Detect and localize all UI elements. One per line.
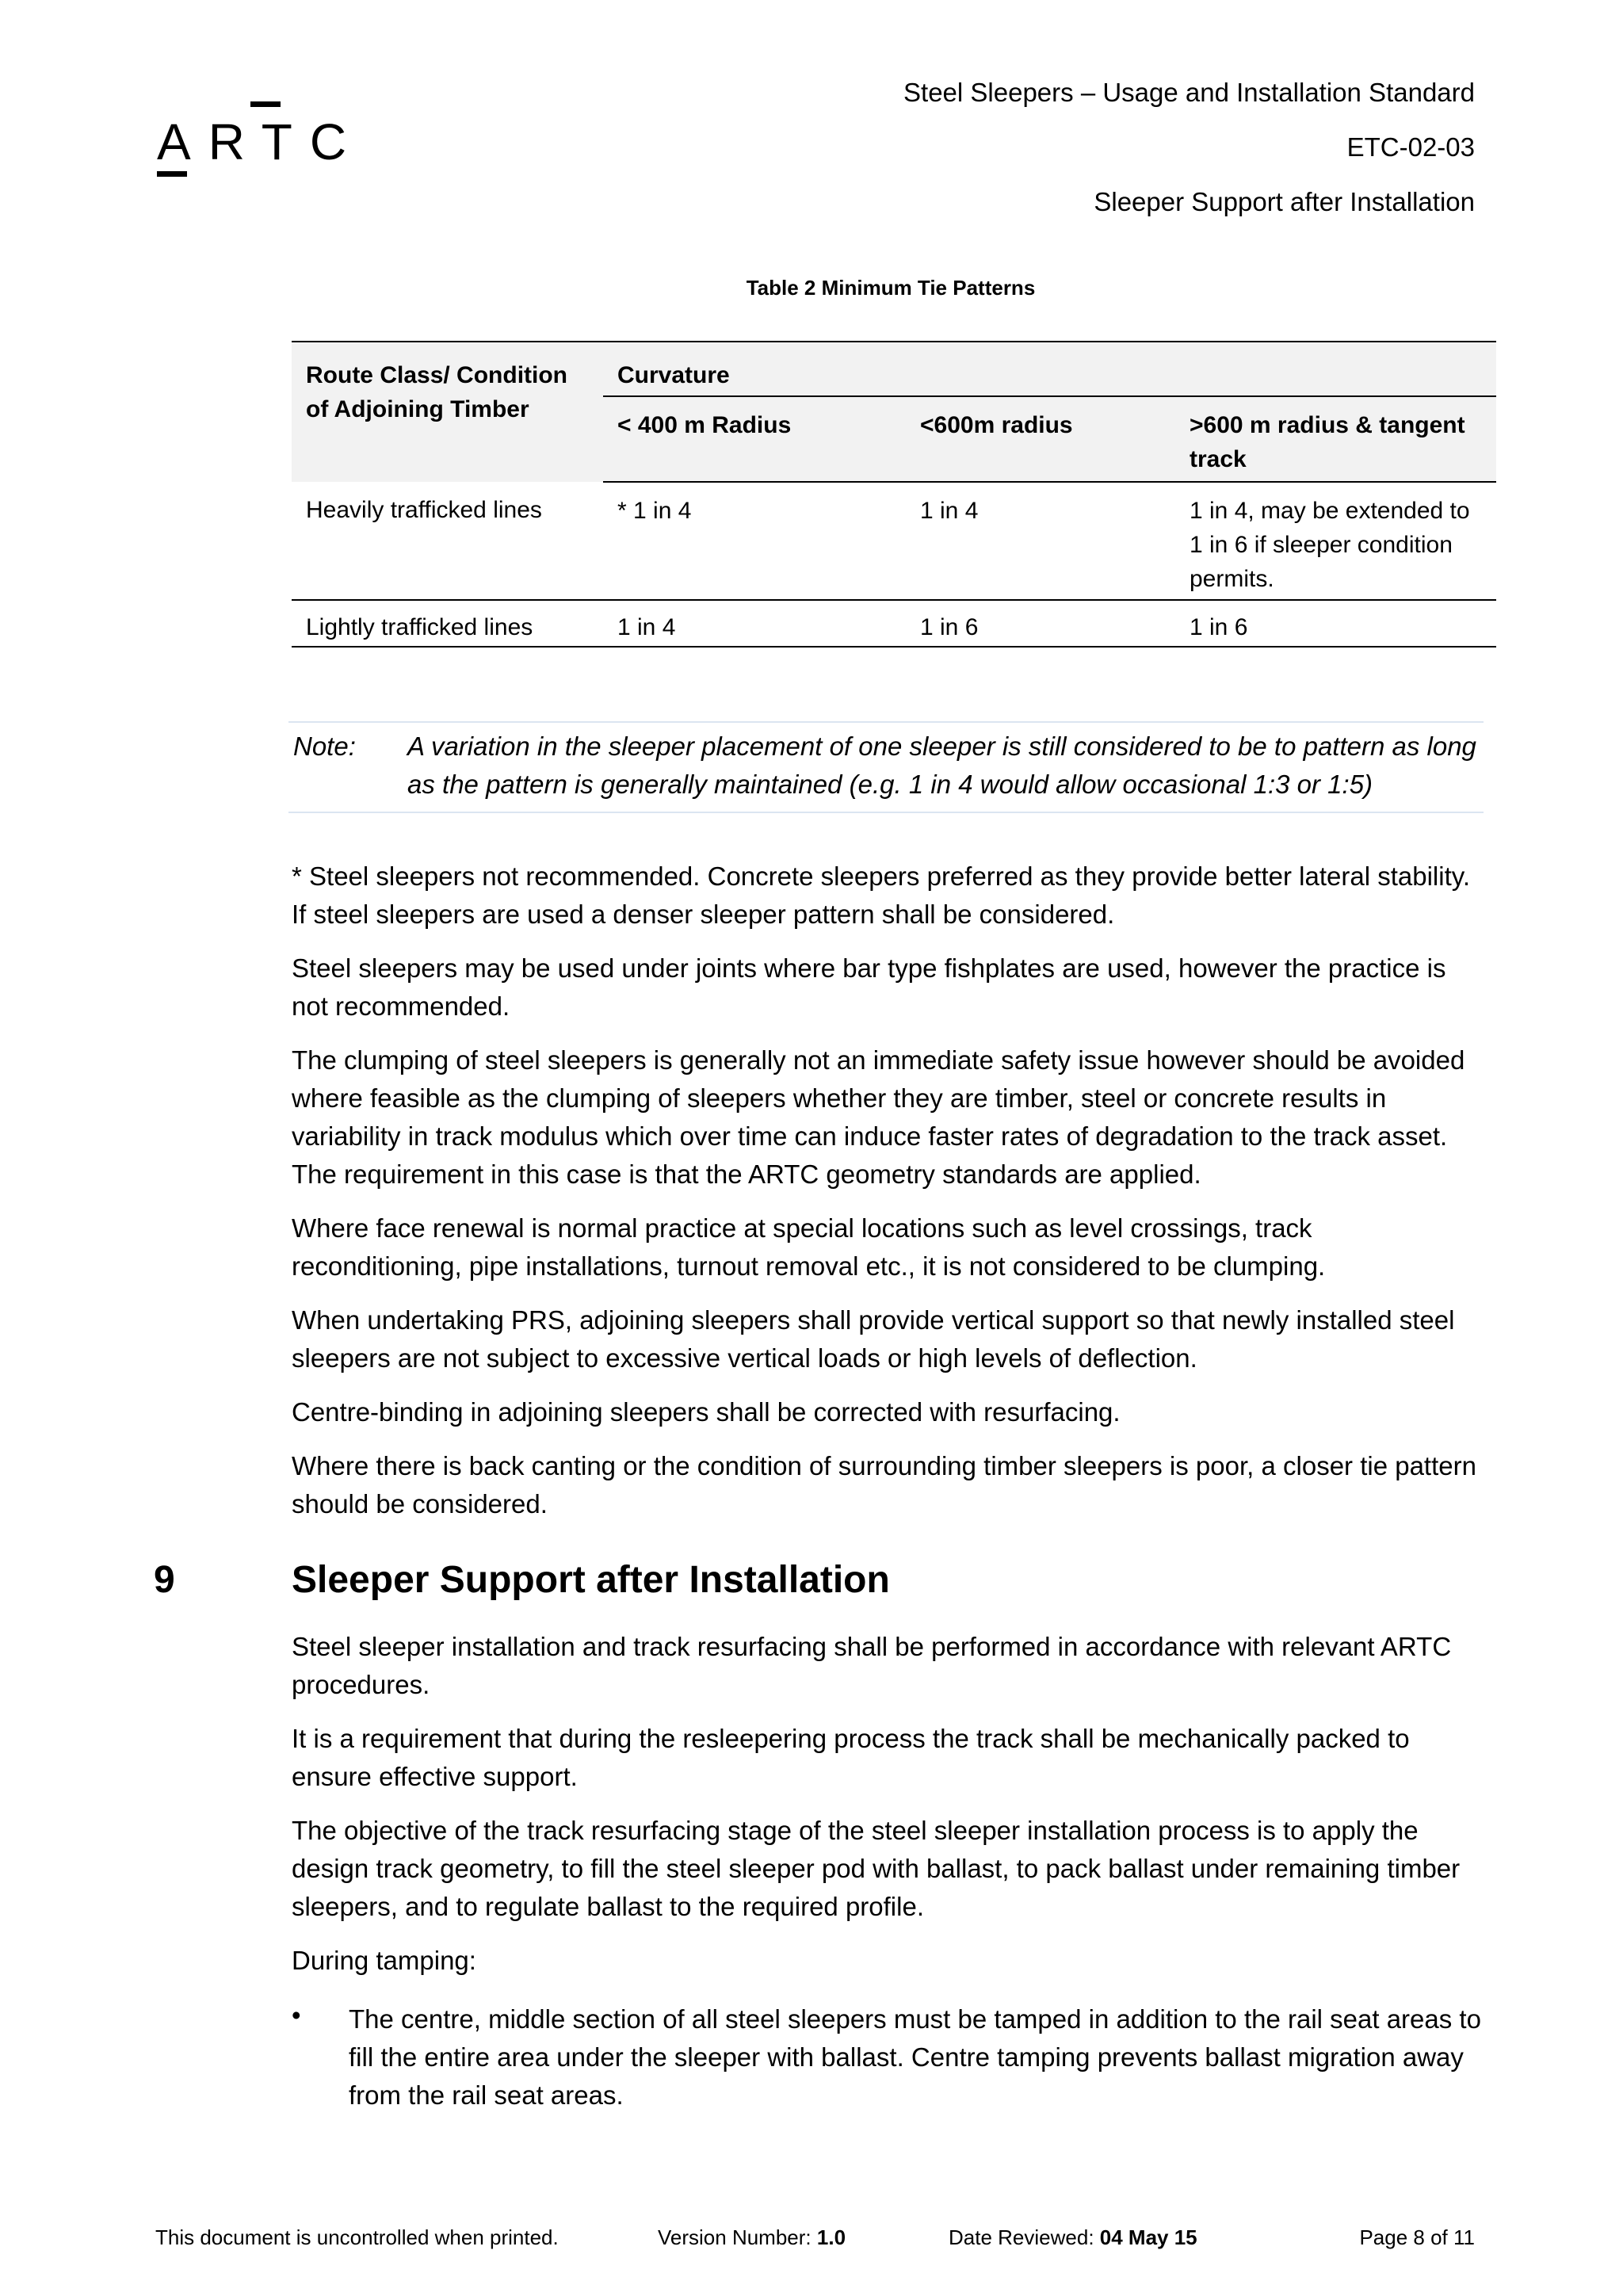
paragraph: The clumping of steel sleepers is generally not an immediate safety issue however should be avoided where feasible as the clumping of sleepers whether they are timber, steel or concrete results in variability in track modulus which over time can induce faster rates of degradation to the track asset. The requirement in this case is that the ARTC geometry standards are applied. [292, 1045, 1465, 1189]
footer-uncontrolled: This document is uncontrolled when printed. [155, 2225, 559, 2249]
paragraph: When undertaking PRS, adjoining sleepers shall provide vertical support so that newly installed steel sleepers are not subject to excessive vertical loads or high levels of deflection. [292, 1305, 1455, 1373]
footer-version-value: 1.0 [816, 2225, 846, 2249]
header-title: Steel Sleepers – Usage and Installation Standard [903, 78, 1475, 107]
table-cell: 1 in 4 [603, 600, 906, 647]
logo-overline [250, 101, 281, 107]
section-title: Sleeper Support after Installation [292, 1559, 890, 1601]
bullet-marker: • [292, 2000, 301, 2030]
header-doc-number: ETC-02-03 [1346, 132, 1475, 162]
table-row [292, 600, 1496, 647]
note-label: Note: [293, 732, 356, 761]
table-cell: 1 in 6 [1175, 600, 1496, 647]
table-cell: 1 in 6 [906, 600, 1175, 647]
paragraph: During tamping: [292, 1946, 476, 1975]
note-text: A variation in the sleeper placement of one sleeper is still considered to be to pattern as long as the pattern is generally maintained (e.g. 1 in 4 would allow occasional 1:3 or 1:5) [407, 732, 1476, 799]
header-route-class: Route Class/ Condition of Adjoining Timber [292, 342, 603, 482]
subheader-over-600: >600 m radius & tangent track [1175, 396, 1496, 482]
paragraph: Where face renewal is normal practice at special locations such as level crossings, track reconditioning, pipe installations, turnout removal etc., it is not considered to be clumping. [292, 1213, 1326, 1281]
table-header-row [292, 342, 1496, 396]
footer-page-number: Page 8 of 11 [1359, 2225, 1475, 2249]
paragraph: The objective of the track resurfacing stage of the steel sleeper installation process is to apply the design track geometry, to fill the steel sleeper pod with ballast, to pack ballast under remaining timber sleepers, and to regulate ballast to the required profile. [292, 1816, 1461, 1921]
logo-underline [157, 171, 187, 177]
paragraph: Steel sleepers may be used under joints where bar type fishplates are used, however the practice is not recommended. [292, 953, 1446, 1021]
table-caption: Table 2 Minimum Tie Patterns [746, 276, 1036, 300]
row-label: Heavily trafficked lines [292, 482, 603, 600]
subheader-400: < 400 m Radius [603, 396, 906, 482]
footer-date-label: Date Reviewed: [949, 2225, 1094, 2249]
artc-logo [157, 101, 365, 181]
header-curvature: Curvature [603, 342, 1496, 396]
footer-version [658, 2225, 846, 2250]
footer-version-label: Version Number: [658, 2225, 812, 2249]
footer-date [949, 2225, 1197, 2250]
note-box [288, 721, 1484, 813]
header-section: Sleeper Support after Installation [1094, 187, 1475, 216]
row-label: Lightly trafficked lines [292, 600, 603, 647]
table-cell: 1 in 4 [906, 482, 1175, 600]
paragraph: Steel sleeper installation and track resurfacing shall be performed in accordance with relevant ARTC procedures. [292, 1632, 1452, 1699]
paragraph: Where there is back canting or the condition of surrounding timber sleepers is poor, a closer tie pattern should be considered. [292, 1451, 1476, 1519]
logo-text: ARTC [157, 113, 365, 170]
table-cell: * 1 in 4 [603, 482, 906, 600]
footer-date-value: 04 May 15 [1099, 2225, 1197, 2249]
table-cell: 1 in 4, may be extended to 1 in 6 if sleeper condition permits. [1175, 482, 1496, 600]
paragraph: * Steel sleepers not recommended. Concrete sleepers preferred as they provide better lateral stability. If steel sleepers are used a denser sleeper pattern shall be considered. [292, 861, 1470, 929]
paragraph: Centre-binding in adjoining sleepers shall be corrected with resurfacing. [292, 1397, 1121, 1427]
section-number: 9 [154, 1559, 175, 1601]
bullet-text: The centre, middle section of all steel sleepers must be tamped in addition to the rail seat areas to fill the entire area under the sleeper with ballast. Centre tamping prevents ballast migration away from the rail seat areas. [349, 2004, 1481, 2110]
tie-pattern-table [292, 341, 1496, 648]
subheader-600: <600m radius [906, 396, 1175, 482]
paragraph: It is a requirement that during the resleepering process the track shall be mechanically packed to ensure effective support. [292, 1724, 1410, 1791]
table-row [292, 482, 1496, 600]
